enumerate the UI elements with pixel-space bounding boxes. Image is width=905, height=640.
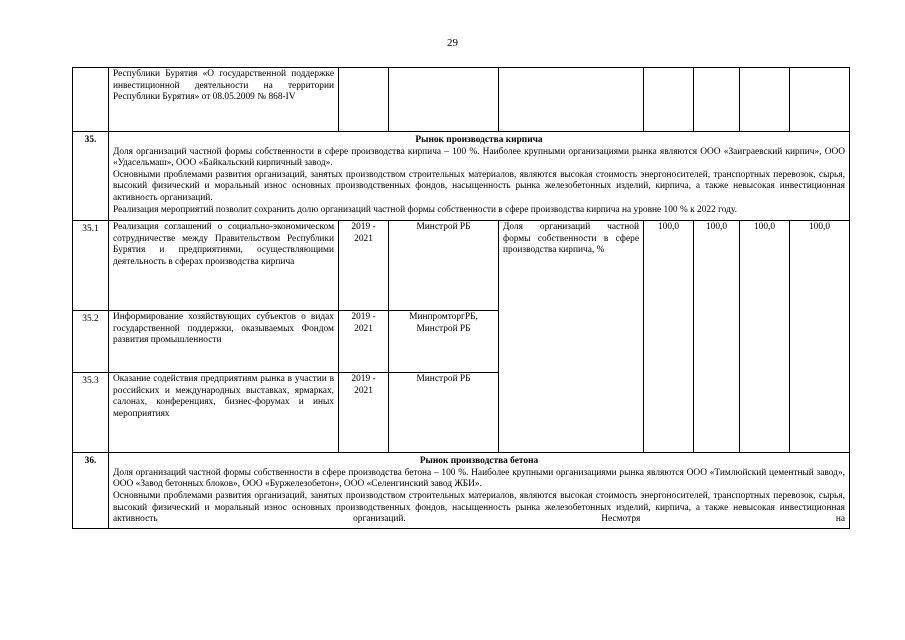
table-row: [73, 221, 850, 311]
value-cell: 100,0: [740, 221, 790, 453]
period-cell: 2019 - 2021: [339, 311, 389, 373]
section-header-row: [73, 132, 850, 221]
section-title: Рынок производства кирпича: [415, 135, 543, 145]
section-paragraph: Основными проблемами развития организаций, занятых производством строительных материалов, являются высокая стоимость энергоносителей, транспортных перевозок, сырья, высокий физический и моральный износ основных производственных фондов, насыщенность рынка железобетонных изделий, кирпича, а также невысокая инвестиционная активность организаций.: [113, 169, 845, 203]
indicator-cell: Доля организаций частной формы собственности в сфере производства кирпича, %: [499, 221, 644, 453]
measures-table: [72, 67, 850, 529]
section-paragraph: Реализация мероприятий позволит сохранить долю организаций частной формы собственности в сфере производства кирпича на уровне 100 % к 2022 году.: [113, 204, 737, 215]
section-paragraph: Доля организаций частной формы собственности в сфере производства бетона – 100 %. Наиболее крупными организациями рынка являются ООО «Тимлюйский цементный завод», ООО «Завод бетонных блоков», ООО «Буржелезобетон», ООО «Селенгинский завод ЖБИ».: [113, 467, 845, 490]
section-number: 35.: [73, 132, 109, 221]
item-number: 35.3: [73, 373, 109, 453]
executor-cell: Минстрой РБ: [389, 373, 499, 453]
item-number: 35.1: [73, 221, 109, 311]
section-number: 36.: [73, 453, 109, 529]
value-cell: 100,0: [644, 221, 694, 453]
section-header-row: [73, 453, 850, 529]
measure-text: Оказание содействия предприятиям рынка в участии в российских и международных выставках, ярмарках, салонах, конференциях, бизнес-форумах и иных мероприятиях: [109, 373, 339, 453]
measure-text: Информирование хозяйствующих субъектов о видах государственной поддержки, оказываемых Фондом развития промышленности: [109, 311, 339, 373]
executor-cell: Минстрой РБ: [389, 221, 499, 311]
table-row: [73, 68, 850, 132]
period-cell: 2019 - 2021: [339, 373, 389, 453]
section-paragraph: Доля организаций частной формы собственности в сфере производства кирпича – 100 %. Наиболее крупными организациями рынка являются ООО «Заиграевский кирпич», ООО «Удасельмаш», ООО «Байкальский кирпичный завод».: [113, 146, 845, 169]
legal-reference-text: Республики Бурятия «О государственной поддержке инвестиционной деятельности на территории Республики Бурятия» от 08.05.2009 № 868-IV: [109, 68, 339, 132]
row-num-cell: [73, 68, 109, 132]
section-title: Рынок производства бетона: [419, 456, 539, 467]
value-cell: 100,0: [694, 221, 740, 453]
section-paragraph: Основными проблемами развития организаций, занятых производством строительных материалов, являются высокая стоимость энергоносителей, транспортных перевозок, сырья, высокий физический и моральный износ основных производственных фондов, насыщенность рынка железобетонных изделий, кирпича, а также невысокая инвестиционная активность организаций. Несмотря на: [113, 490, 845, 525]
item-number: 35.2: [73, 311, 109, 373]
section-description: [109, 132, 850, 221]
period-cell: 2019 - 2021: [339, 221, 389, 311]
measure-text: Реализация соглашений о социально-экономическом сотрудничестве между Правительством Республики Бурятия и предприятиями, осуществляющими деятельность в сферах производства кирпича: [109, 221, 339, 311]
section-description: [109, 453, 850, 529]
page-number: 29: [447, 37, 458, 49]
value-cell: 100,0: [790, 221, 850, 453]
executor-cell: МинпромторгРБ, Минстрой РБ: [389, 311, 499, 373]
